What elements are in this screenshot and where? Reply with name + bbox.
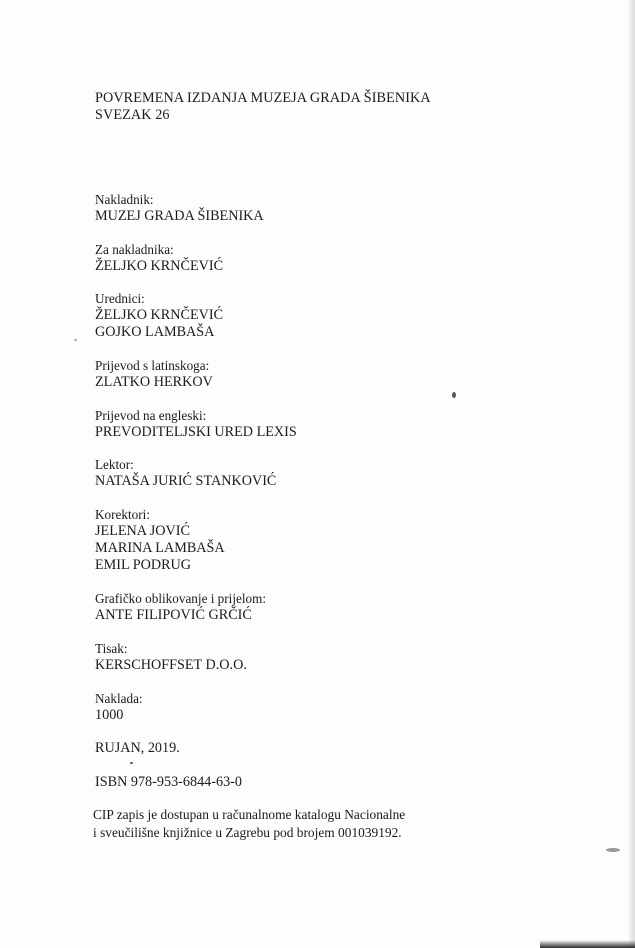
page-mark	[606, 848, 620, 852]
translation-latin-block	[95, 357, 213, 391]
translation-english-value: PREVODITELJSKI URED LEXIS	[95, 424, 297, 440]
edition-block	[95, 690, 143, 724]
date-block	[95, 740, 180, 757]
print-block	[95, 640, 247, 674]
design-block	[95, 590, 266, 624]
isbn-block	[95, 774, 242, 791]
ink-speck	[130, 762, 133, 764]
language-editor-block	[95, 456, 276, 490]
proofreaders-block	[95, 506, 225, 574]
publisher-label: Nakladnik:	[95, 192, 154, 207]
editors-label: Urednici:	[95, 291, 145, 306]
editor-name: ŽELJKO KRNČEVIĆ	[95, 307, 224, 323]
translation-latin-value: ZLATKO HERKOV	[95, 374, 213, 390]
isbn: ISBN 978-953-6844-63-0	[95, 774, 242, 790]
print-label: Tisak:	[95, 641, 128, 656]
editor-name: GOJKO LAMBAŠA	[95, 324, 215, 340]
cip-line: CIP zapis je dostupan u računalnome katalogu Nacionalne	[93, 807, 406, 822]
translation-english-block	[95, 407, 297, 441]
proofreader-name: JELENA JOVIĆ	[95, 523, 190, 539]
for-publisher-label: Za nakladnika:	[95, 242, 174, 257]
series-volume: SVEZAK 26	[95, 107, 170, 123]
publisher-value: MUZEJ GRADA ŠIBENIKA	[95, 208, 264, 224]
series-title: POVREMENA IZDANJA MUZEJA GRADA ŠIBENIKA	[95, 90, 431, 106]
page-edge	[629, 0, 635, 948]
proofreader-name: MARINA LAMBAŠA	[95, 540, 225, 556]
for-publisher-value: ŽELJKO KRNČEVIĆ	[95, 258, 224, 274]
design-value: ANTE FILIPOVIĆ GRČIĆ	[95, 607, 252, 623]
for-publisher-block	[95, 241, 223, 275]
page-bottom-shadow	[540, 940, 635, 948]
publication-date: RUJAN, 2019.	[95, 740, 180, 756]
cip-line: i sveučilišne knjižnice u Zagrebu pod brojem 001039192.	[93, 824, 402, 840]
design-label: Grafičko oblikovanje i prijelom:	[95, 591, 267, 606]
cip-note	[93, 806, 405, 841]
language-editor-value: NATAŠA JURIĆ STANKOVIĆ	[95, 473, 277, 489]
proofreaders-label: Korektori:	[95, 507, 150, 522]
series-heading	[95, 90, 431, 124]
proofreader-name: EMIL PODRUG	[95, 557, 192, 573]
ink-speck	[452, 392, 456, 398]
editors-block	[95, 290, 223, 341]
translation-english-label: Prijevod na engleski:	[95, 408, 207, 423]
edition-value: 1000	[95, 707, 124, 723]
language-editor-label: Lektor:	[95, 457, 134, 472]
edition-label: Naklada:	[95, 691, 143, 706]
translation-latin-label: Prijevod s latinskoga:	[95, 358, 210, 373]
print-value: KERSCHOFFSET D.O.O.	[95, 657, 247, 673]
publisher-block	[95, 191, 264, 225]
ink-speck	[74, 339, 77, 341]
